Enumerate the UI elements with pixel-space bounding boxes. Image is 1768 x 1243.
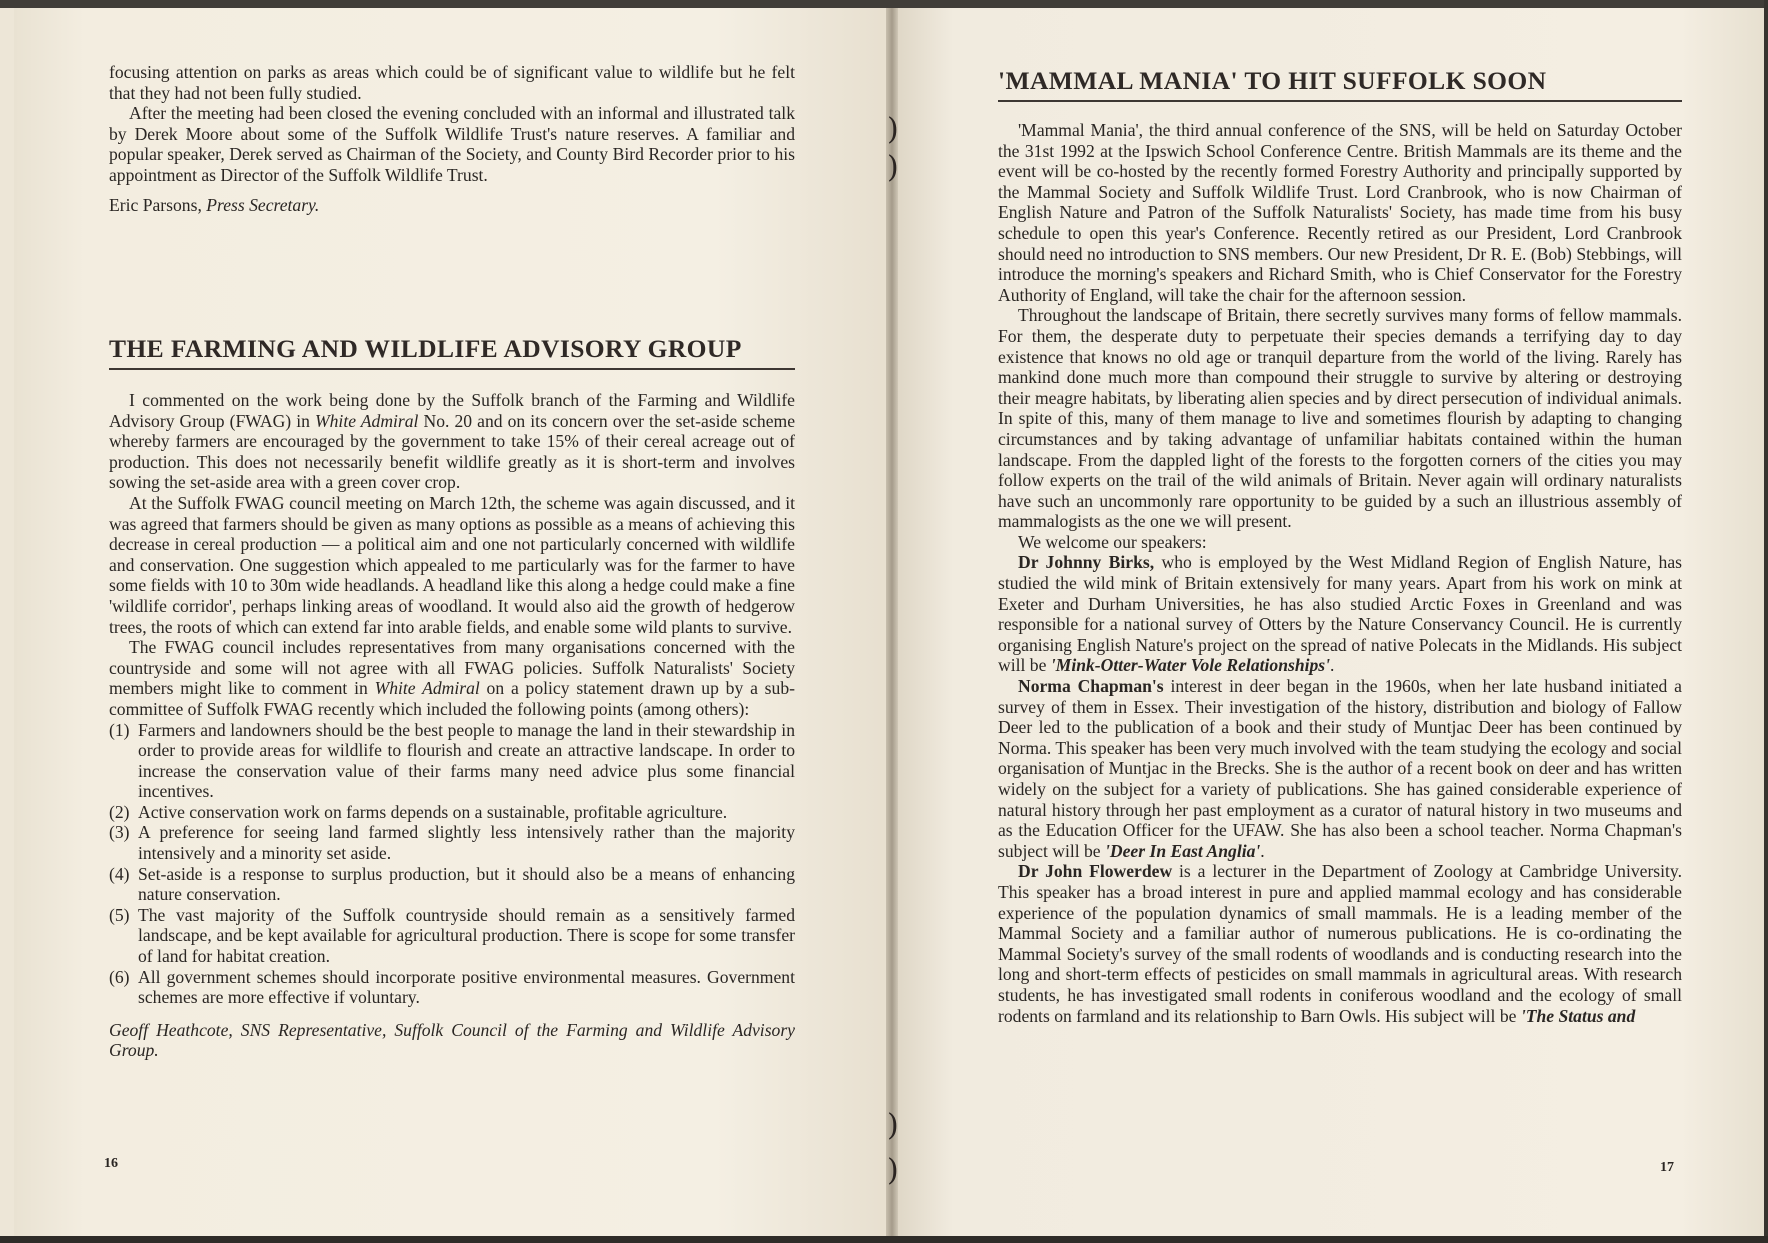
right-edge bbox=[1764, 0, 1768, 1243]
fwag-p3-journal: White Admiral bbox=[374, 678, 480, 699]
speaker-bio: is a lecturer in the Department of Zoology at Cambridge University. This speaker has a broad interest in pure and applied mammal ecology and has considerable experience of the population dynamics of small mammals. He is a leading member of the Mammal Society and a familiar author of numerous publications. He is co-ordinating the Mammal Society's survey of the small rodents of woodlands and is conducting research into the long and short-term effects of pesticides on small mammals in agricultural areas. With research students, he has investigated small rodents in coniferous woodland and the ecology of small rodents on farmland and its relationship to Barn Owls. His subject will be bbox=[998, 861, 1682, 1026]
staple-mark-bottom-1: ) bbox=[887, 1108, 899, 1143]
staple-mark-top-2: ) bbox=[887, 150, 899, 185]
policy-point bbox=[109, 802, 795, 823]
staple-mark-top-1: ) bbox=[887, 112, 899, 147]
policy-points-list bbox=[109, 720, 795, 1008]
point-number: (6) bbox=[109, 966, 130, 987]
mm-paragraph-3: We welcome our speakers: bbox=[1018, 531, 1207, 552]
point-text: Active conservation work on farms depends on a sustainable, profitable agriculture. bbox=[138, 801, 728, 822]
right-page-number: 17 bbox=[1660, 1160, 1674, 1175]
point-text: The vast majority of the Suffolk countryside should remain as a sensitively farmed landscape, and be kept available for agricultural production. There is scope for some transfer of land for habitat creation. bbox=[138, 904, 795, 967]
point-text: Set-aside is a response to surplus production, but it should also be a means of enhancing nature conservation. bbox=[138, 863, 795, 905]
policy-point bbox=[109, 864, 795, 905]
mm-paragraph-1: 'Mammal Mania', the third annual conference of the SNS, will be held on Saturday October the 31st 1992 at the Ipswich School Conference Centre. British Mammals are its theme and the event will be co-hosted by the recently formed Forestry Authority and principally supported by the Mammal Society and Suffolk Wildlife Trust. Lord Cranbrook, who is now Chairman of English Nature and Patron of the Suffolk Naturalists' Society, has made time from his busy schedule to open this year's Conference. Recently retired as our President, Lord Cranbrook should need no introduction to SNS members. Our new President, Dr R. E. (Bob) Stebbings, will introduce the morning's speakers and Richard Smith, who is Chief Conservator for the Forestry Authority of England, will take the chair for the afternoon session. bbox=[998, 120, 1682, 305]
fwag-p1-text-a: I commented on the work being done by the Suffolk branch of the Farming and Wildlife Advisory Group (FWAG) in bbox=[109, 390, 795, 431]
fwag-heading: THE FARMING AND WILDLIFE ADVISORY GROUP bbox=[109, 334, 795, 370]
fwag-p3-text-a: The FWAG council includes representatives from many organisations concerned with the countryside and some will not agree with all FWAG policies. Suffolk Naturalists' Society members might like to comment in bbox=[109, 637, 795, 699]
fwag-article-body bbox=[109, 390, 795, 1061]
talk-title: 'Mink-Otter-Water Vole Relationships' bbox=[1050, 655, 1331, 676]
point-text: All government schemes should incorporate positive environmental measures. Government schemes are more effective if voluntary. bbox=[138, 966, 795, 1008]
mm-paragraph-2: Throughout the landscape of Britain, there secretly survives many forms of fellow mammals. For them, the desperate duty to perpetuate their species demands a terrifying day to day existence that knows no old age or tranquil departure from the world of the living. Rarely has mankind done much more than compound their struggle to survive by altering or destroying their meagre habitats, by liberating alien species and by direct persecution of individual animals. In spite of this, many of them manage to live and sometimes flourish by adapting to changing circumstances and by taking advantage of unfamiliar habitats contained within the human landscape. From the dappled light of the forests to the forgotten corners of the cities you may follow experts on the trail of the wild animals of Britain. Never again will ordinary naturalists have such an uncommonly rare opportunity to be guided by a such an illustrious assembly of mammalogists as the one we will present. bbox=[998, 305, 1682, 532]
fwag-p3-text-c: on a policy statement drawn up by a sub-committee of Suffolk FWAG recently which included the following points (among others): bbox=[109, 678, 795, 719]
staple-mark-bottom-2: ) bbox=[887, 1153, 899, 1188]
policy-point bbox=[109, 905, 795, 967]
speaker-name: Norma Chapman's bbox=[1018, 676, 1164, 697]
book-gutter bbox=[886, 0, 898, 1243]
speaker-flowerdew bbox=[998, 861, 1682, 1026]
speaker-name: Dr John Flowerdew bbox=[1018, 861, 1173, 882]
mammal-mania-heading: 'MAMMAL MANIA' TO HIT SUFFOLK SOON bbox=[998, 66, 1682, 102]
policy-point bbox=[109, 967, 795, 1008]
byline-name: Eric Parsons, bbox=[109, 194, 207, 215]
point-number: (1) bbox=[109, 719, 130, 740]
point-number: (5) bbox=[109, 904, 130, 925]
talk-title: 'Deer In East Anglia' bbox=[1105, 840, 1261, 861]
fwag-p1-text-c: No. 20 and on its concern over the set-aside scheme whereby farmers are encouraged by the government to take 15% of their cereal acreage out of production. This does not necessarily benefit wildlife greatly as it is short-term and involves sowing the set-aside area with a green cover crop. bbox=[109, 410, 795, 493]
sentence-end: . bbox=[1330, 655, 1335, 676]
speaker-bio: who is employed by the West Midland Region of English Nature, has studied the wild mink of Britain extensively for many years. Apart from his work on mink at Exeter and Durham Universities, he has also studied Arctic Foxes in Greenland and was responsible for a national survey of Otters by the Nature Conservancy Council. He is currently organising English Nature's project on the spread of native Polecats in the Midlands. His subject will be bbox=[998, 552, 1683, 676]
speaker-name: Dr Johnny Birks, bbox=[1018, 552, 1155, 573]
point-number: (2) bbox=[109, 801, 130, 822]
speaker-chapman bbox=[998, 676, 1682, 861]
left-page-number: 16 bbox=[104, 1156, 118, 1171]
intro-paragraph-2: After the meeting had been closed the evening concluded with an informal and illustrated talk by Derek Moore about some of the Suffolk Wildlife Trust's nature reserves. A familiar and popular speaker, Derek served as Chairman of the Society, and County Bird Recorder prior to his appointment as Director of the Suffolk Wildlife Trust. bbox=[109, 103, 795, 185]
mammal-mania-body bbox=[998, 120, 1682, 1026]
sentence-end: . bbox=[1260, 840, 1265, 861]
talk-title: 'The Status and bbox=[1520, 1005, 1636, 1026]
intro-paragraph-1: focusing attention on parks as areas which could be of significant value to wildlife but he felt that they had not been fully studied. bbox=[109, 62, 795, 103]
point-text: Farmers and landowners should be the best people to manage the land in their stewardship in order to provide areas for wildlife to flourish and create an attractive landscape. In order to increase the conservation value of their farms many need advice plus some financial incentives. bbox=[138, 719, 795, 802]
point-number: (4) bbox=[109, 863, 130, 884]
point-number: (3) bbox=[109, 822, 130, 843]
byline-role: Press Secretary. bbox=[206, 194, 320, 215]
fwag-p1-journal: White Admiral bbox=[314, 410, 419, 431]
fwag-signature: Geoff Heathcote, SNS Representative, Suffolk Council of the Farming and Wildlife Advisory Group. bbox=[109, 1019, 795, 1061]
speaker-bio: interest in deer began in the 1960s, when her late husband initiated a survey of them in Essex. Their investigation of the history, distribution and biology of Fallow Deer led to the publication of a book and their study of Muntjac Deer has been continued by Norma. This speaker has been very much involved with the team studying the ecology and social organisation of Muntjac in the Brecks. She is the author of a recent book on deer and has written widely on the subject for a variety of publications. She has gained considerable experience of natural history through her past employment as a curator of natural history in two museums and as the Education Officer for the UFAW. She has also been a school teacher. Norma Chapman's subject will be bbox=[998, 676, 1682, 861]
policy-point bbox=[109, 720, 795, 802]
speaker-birks bbox=[998, 552, 1682, 676]
policy-point bbox=[109, 822, 795, 863]
fwag-paragraph-1 bbox=[109, 390, 795, 493]
top-edge bbox=[0, 0, 1768, 8]
point-text: A preference for seeing land farmed slightly less intensively rather than the majority intensively and a minority set aside. bbox=[138, 822, 795, 864]
left-intro-section bbox=[109, 62, 795, 215]
intro-byline bbox=[109, 195, 795, 216]
fwag-paragraph-2: At the Suffolk FWAG council meeting on March 12th, the scheme was again discussed, and it was agreed that farmers should be given as many options as possible as a means of achieving this decrease in cereal production — a political aim and one not particularly concerned with wildlife and conservation. One suggestion which appealed to me particularly was for the farmer to have some fields with 10 to 30m wide headlands. A headland like this along a hedge could make a fine 'wildlife corridor', perhaps linking areas of woodland. It would also aid the growth of hedgerow trees, the roots of which can extend far into arable fields, and enable some wild plants to survive. bbox=[109, 492, 795, 637]
fwag-paragraph-3 bbox=[109, 637, 795, 719]
bottom-edge bbox=[0, 1236, 1768, 1243]
